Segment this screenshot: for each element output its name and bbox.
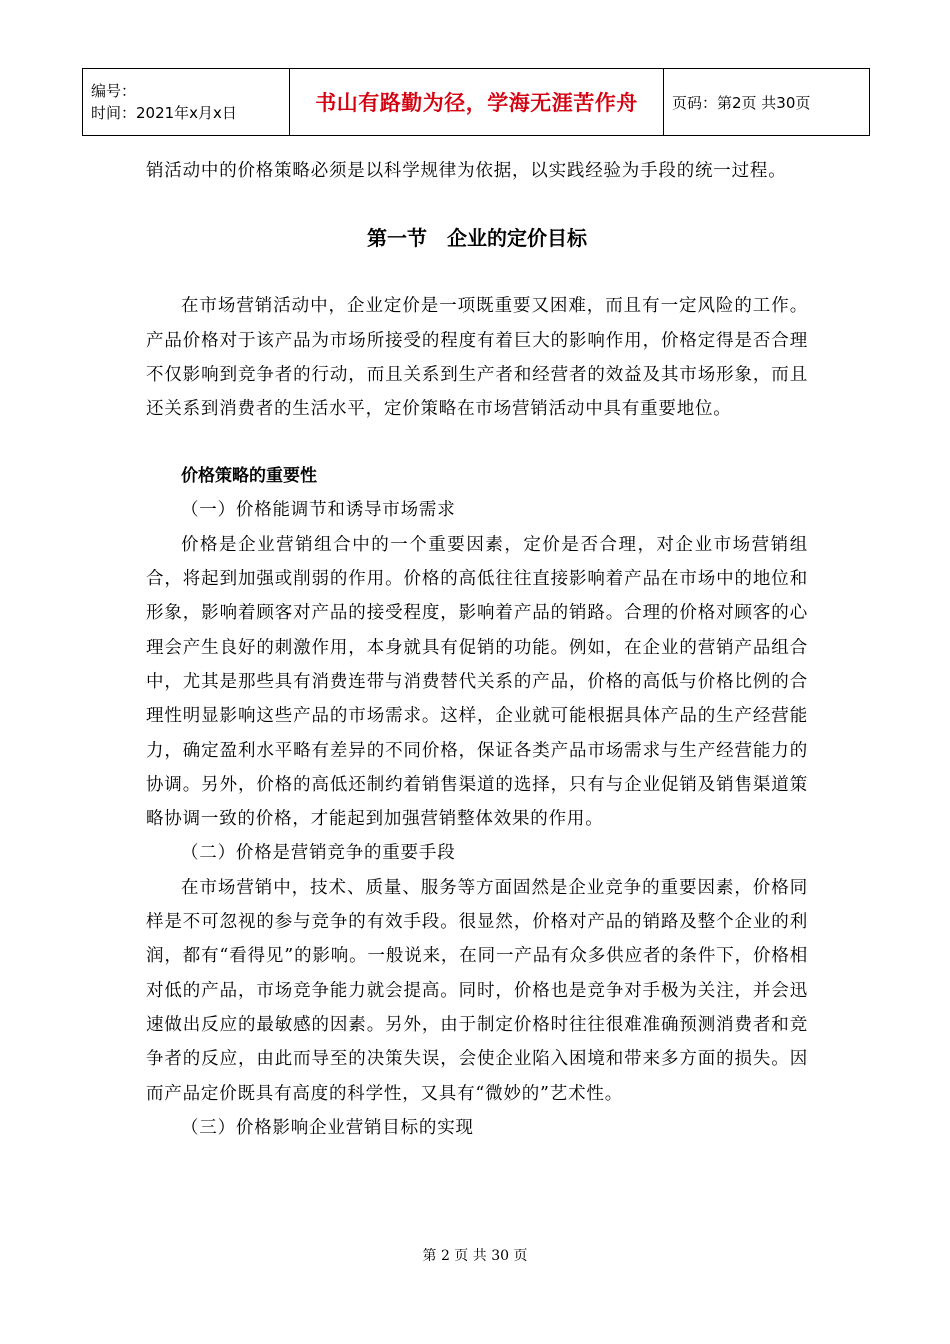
subheading-2: （二）价格是营销竞争的重要手段 [181, 843, 456, 864]
paragraph-2: 在市场营销中，技术、质量、服务等方面固然是企业竞争的重要因素，价格同样是不可忽视的参与竞争的有效手段。很显然，价格对产品的销路及整个企业的利润，都有“看得见”的影响。一般说来，在同一产品有众多供应者的条件下，价格相对低的产品，市场竞争能力就会提高。同时，价格也是竞争对手极为关注，并会迅速做出反应的最敏感的因素。另外，由于制定价格时往往很难准确预测消费者和竞争者的反应，由此而导至的决策失误，会使企业陷入困境和带来多方面的损失。因而产品定价既具有高度的科学性，又具有“微妙的”艺术性。 [146, 877, 808, 1104]
subheading-3: （三）价格影响企业营销目标的实现 [181, 1117, 474, 1138]
serial-label: 编号： [91, 82, 137, 100]
paragraph-1: 价格是企业营销组合中的一个重要因素，定价是否合理，对企业市场营销组合，将起到加强或削弱的作用。价格的高低往往直接影响着产品在市场中的地位和形象，影响着顾客对产品的接受程度，影响着产品的销路。合理的价格对顾客的心理会产生良好的刺激作用，本身就具有促销的功能。例如，在企业的营销产品组合中，尤其是那些具有消费连带与消费替代关系的产品，价格的高低与价格比例的合理性明显影响这些产品的市场需求。这样，企业就可能根据具体产品的生产经营能力，确定盈利水平略有差异的不同价格，保证各类产品市场需求与生产经营能力的协调。另外，价格的高低还制约着销售渠道的选择，只有与企业促销及销售渠道策略协调一致的价格，才能起到加强营销整体效果的作用。 [146, 534, 808, 830]
section-title: 第一节 企业的定价目标 [367, 226, 587, 251]
page-footer: 第 2 页 共 30 页 [422, 1248, 528, 1264]
header-meta [83, 69, 290, 136]
header-page-info: 页码：第2页 共30页 [664, 69, 870, 136]
continuation-text: 销活动中的价格策略必须是以科学规律为依据，以实践经验为手段的统一过程。 [146, 161, 787, 181]
importance-heading: 价格策略的重要性 [181, 466, 317, 487]
time-label: 时间：2021年x月x日 [91, 104, 237, 122]
subheading-1: （一）价格能调节和诱导市场需求 [181, 500, 456, 521]
intro-paragraph: 在市场营销活动中，企业定价是一项既重要又困难，而且有一定风险的工作。产品价格对于该产品为市场所接受的程度有着巨大的影响作用，价格定得是否合理不仅影响到竞争者的行动，而且关系到生产者和经营者的效益及其市场形象，而且还关系到消费者的生活水平，定价策略在市场营销活动中具有重要地位。 [146, 296, 808, 420]
header-motto: 书山有路勤为径，学海无涯苦作舟 [290, 69, 664, 136]
page-header [82, 68, 870, 136]
document-body [146, 152, 808, 1145]
